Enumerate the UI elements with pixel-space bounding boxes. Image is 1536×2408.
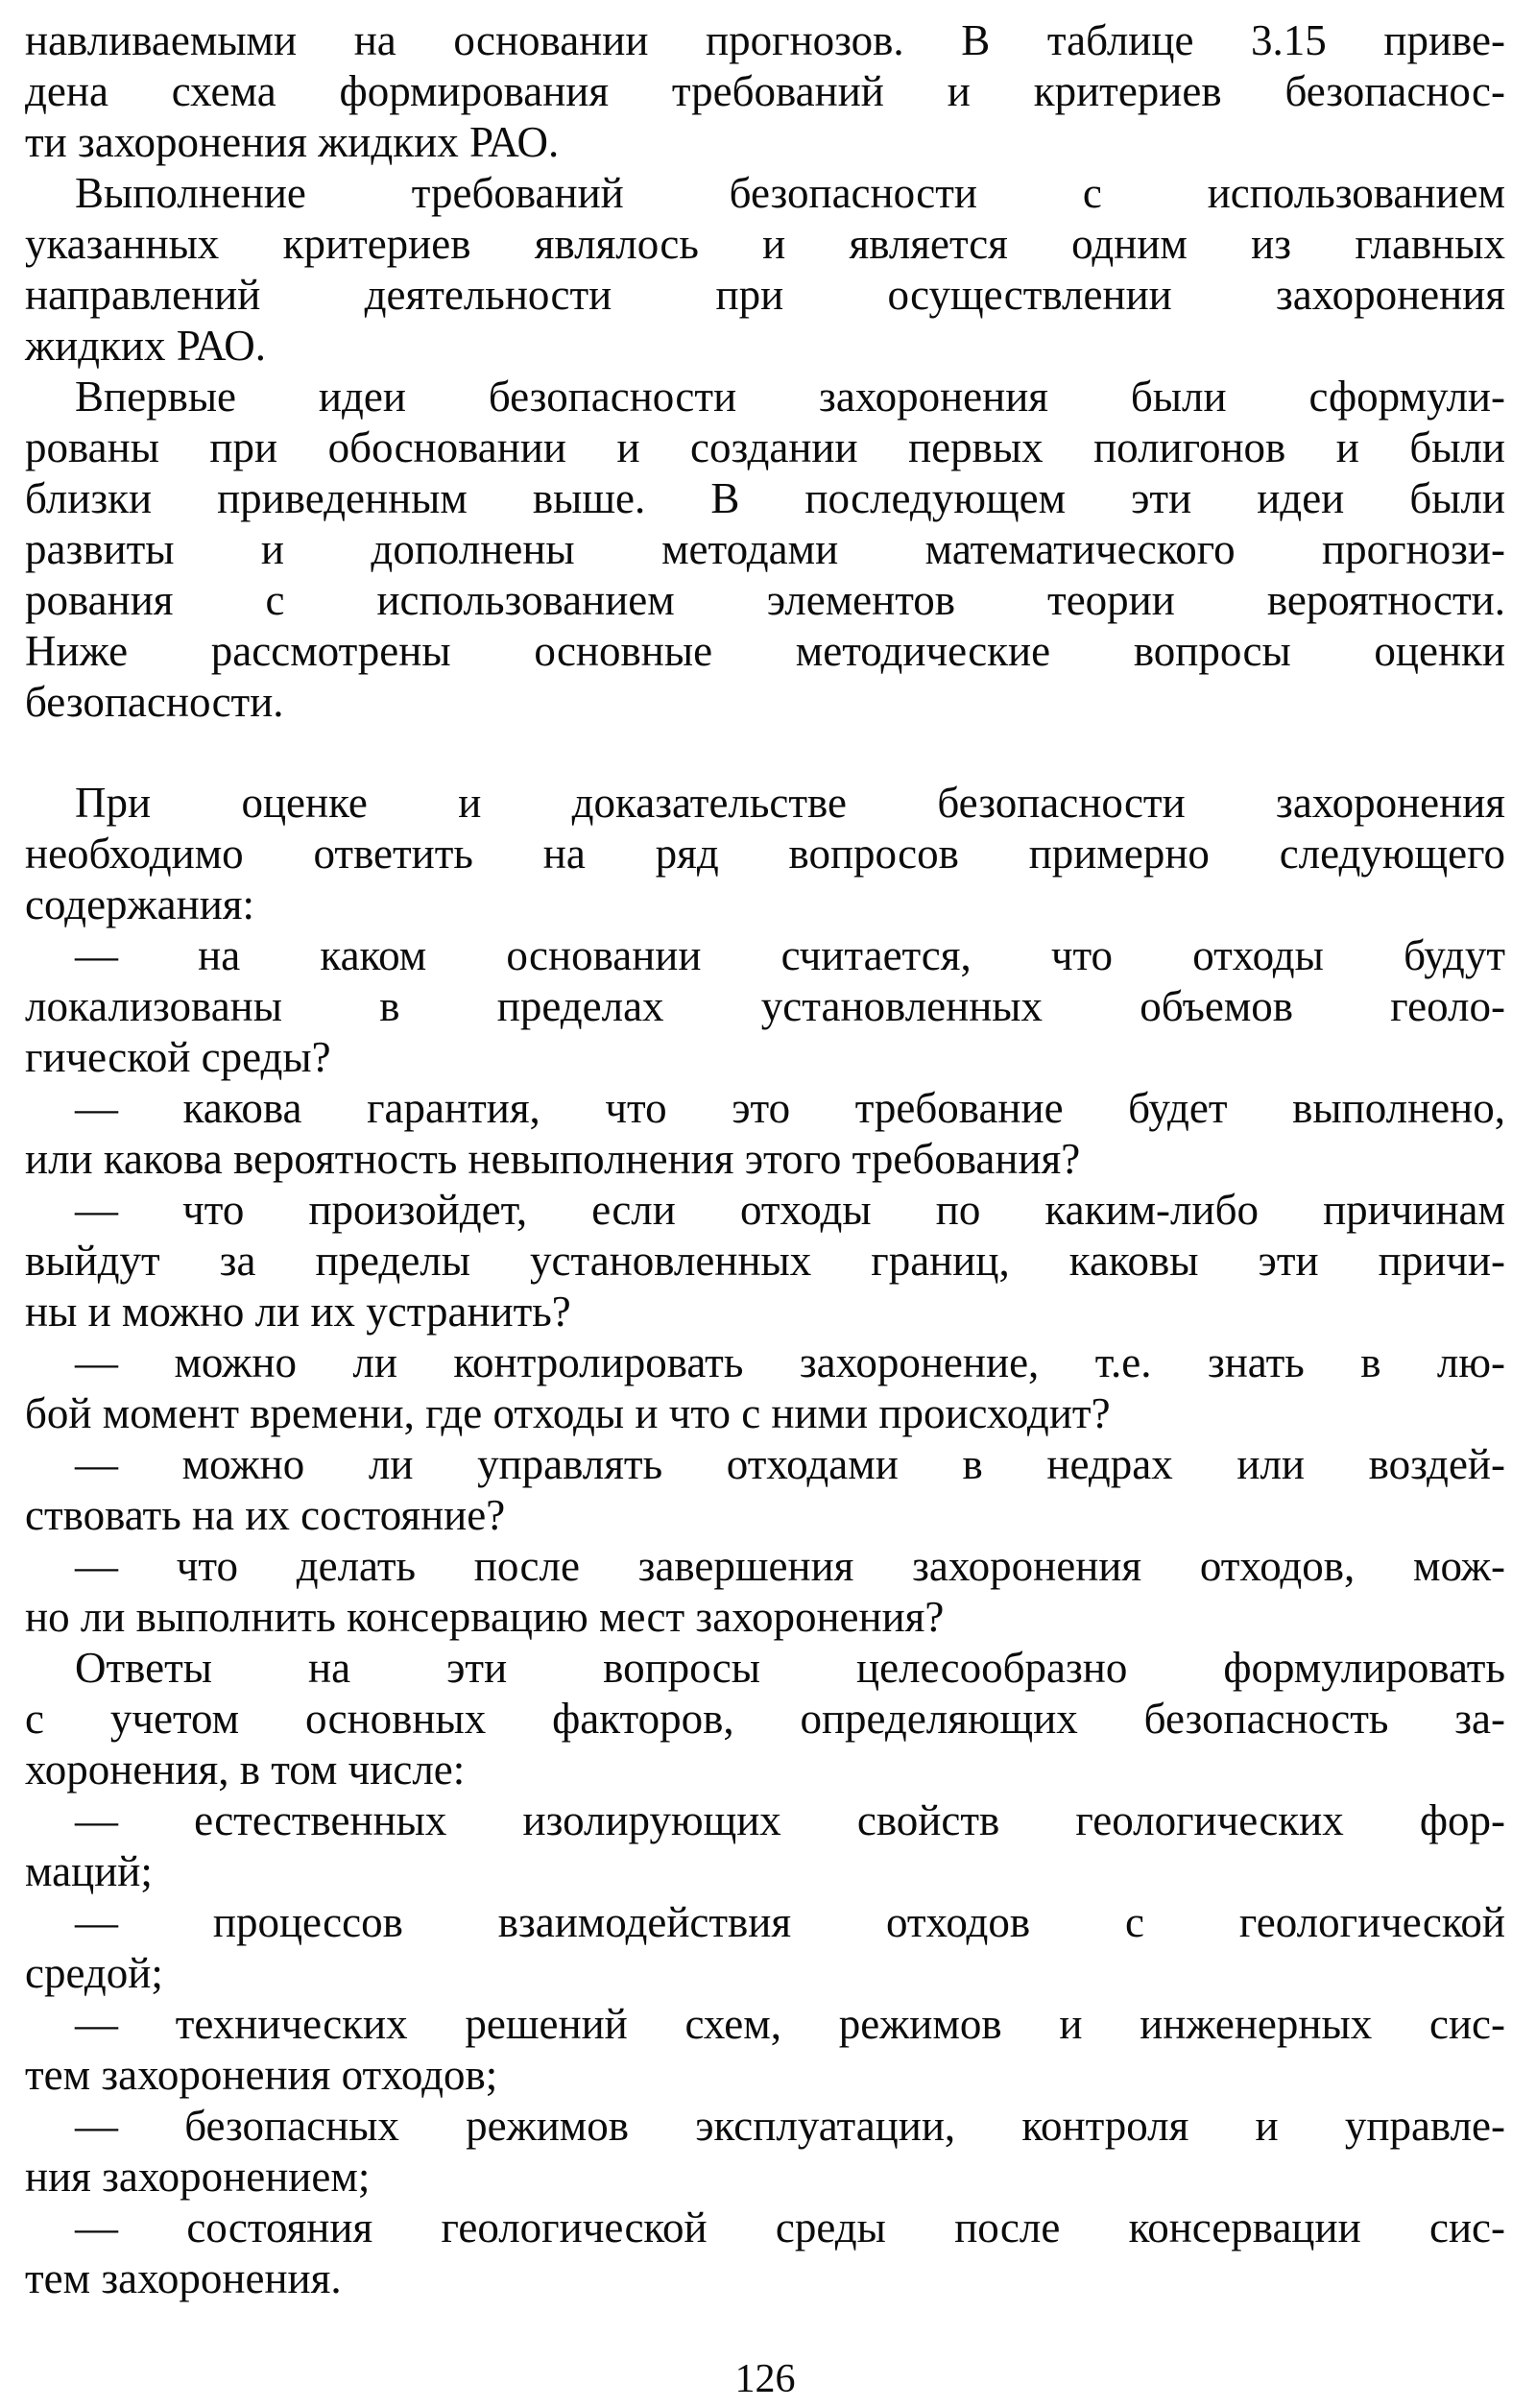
text-line: — на каком основании считается, что отходы будут bbox=[75, 931, 1505, 979]
text-line: с учетом основных факторов, определяющих безопасность за- bbox=[25, 1695, 1505, 1743]
text-line: — состояния геологической среды после консервации сис- bbox=[75, 2203, 1505, 2251]
text-line: средой; bbox=[25, 1949, 163, 1997]
text-line: локализованы в пределах установленных объемов геоло- bbox=[25, 982, 1505, 1030]
text-line: тем захоронения. bbox=[25, 2254, 342, 2302]
text-line: — можно ли управлять отходами в недрах или воздей- bbox=[75, 1440, 1505, 1488]
text-line: — безопасных режимов эксплуатации, контроля и управле- bbox=[75, 2102, 1505, 2150]
text-line: гической среды? bbox=[25, 1033, 331, 1081]
text-line: — можно ли контролировать захоронение, т.е. знать в лю- bbox=[75, 1338, 1505, 1386]
text-line: ствовать на их состояние? bbox=[25, 1491, 506, 1539]
paragraph bbox=[25, 1897, 1505, 1999]
text-line: Впервые идеи безопасности захоронения были сформули- bbox=[75, 373, 1505, 421]
paragraph bbox=[25, 1795, 1505, 1897]
text-line: Ниже рассмотрены основные методические вопросы оценки bbox=[25, 627, 1505, 675]
paragraph bbox=[25, 1337, 1505, 1439]
paragraph bbox=[25, 1439, 1505, 1541]
text-line: ти захоронения жидких РАО. bbox=[25, 118, 560, 166]
text-line: ния захоронением; bbox=[25, 2153, 371, 2201]
text-line: указанных критериев являлось и является одним из главных bbox=[25, 220, 1505, 268]
text-line: рованы при обосновании и создании первых полигонов и были bbox=[25, 423, 1505, 471]
paragraph bbox=[25, 2203, 1505, 2304]
text-line: жидких РАО. bbox=[25, 322, 267, 370]
text-line: Ответы на эти вопросы целесообразно формулировать bbox=[75, 1644, 1505, 1692]
paragraph bbox=[25, 1999, 1505, 2101]
paragraph bbox=[25, 930, 1505, 1083]
paragraph bbox=[25, 1541, 1505, 1643]
paragraph bbox=[25, 1185, 1505, 1337]
text-line: маций; bbox=[25, 1847, 153, 1895]
text-line: При оценке и доказательстве безопасности захоронения bbox=[75, 779, 1505, 827]
text-line: Выполнение требований безопасности с использованием bbox=[75, 169, 1505, 217]
paragraph bbox=[25, 1083, 1505, 1185]
text-line: близки приведенным выше. В последующем эти идеи были bbox=[25, 474, 1505, 522]
paragraph bbox=[25, 778, 1505, 930]
text-line: тем захоронения отходов; bbox=[25, 2051, 498, 2099]
text-line: навливаемыми на основании прогнозов. В таблице 3.15 приве- bbox=[25, 16, 1505, 64]
text-line: хоронения, в том числе: bbox=[25, 1746, 466, 1794]
paragraph bbox=[25, 1643, 1505, 1795]
text-line: выйдут за пределы установленных границ, каковы эти причи- bbox=[25, 1237, 1505, 1285]
text-line: ны и можно ли их устранить? bbox=[25, 1288, 571, 1336]
text-line: — какова гарантия, что это требование будет выполнено, bbox=[75, 1084, 1505, 1132]
text-line: содержания: bbox=[25, 880, 254, 928]
text-line: или какова вероятность невыполнения этого требования? bbox=[25, 1135, 1081, 1183]
text-line: направлений деятельности при осуществлении захоронения bbox=[25, 271, 1505, 319]
text-line: — естественных изолирующих свойств геологических фор- bbox=[75, 1796, 1505, 1844]
text-line: рования с использованием элементов теории вероятности. bbox=[25, 576, 1505, 624]
paragraph bbox=[25, 15, 1505, 168]
paragraph bbox=[25, 372, 1505, 728]
paragraph bbox=[25, 168, 1505, 372]
text-line: развиты и дополнены методами математического прогнози- bbox=[25, 525, 1505, 573]
text-line: бой момент времени, где отходы и что с ними происходит? bbox=[25, 1389, 1111, 1437]
text-line: — что произойдет, если отходы по каким-либо причинам bbox=[75, 1186, 1505, 1234]
text-line: дена схема формирования требований и критериев безопаснос- bbox=[25, 67, 1505, 115]
paragraph bbox=[25, 2101, 1505, 2203]
text-line: — процессов взаимодействия отходов с геологической bbox=[75, 1898, 1505, 1946]
page-number: 126 bbox=[734, 2357, 796, 2401]
text-line: — технических решений схем, режимов и инженерных сис- bbox=[75, 2000, 1505, 2048]
text-line: безопасности. bbox=[25, 678, 284, 726]
text-line: но ли выполнить консервацию мест захоронения? bbox=[25, 1593, 945, 1641]
text-line: — что делать после завершения захоронения отходов, мож- bbox=[75, 1542, 1505, 1590]
text-line: необходимо ответить на ряд вопросов примерно следующего bbox=[25, 830, 1505, 878]
